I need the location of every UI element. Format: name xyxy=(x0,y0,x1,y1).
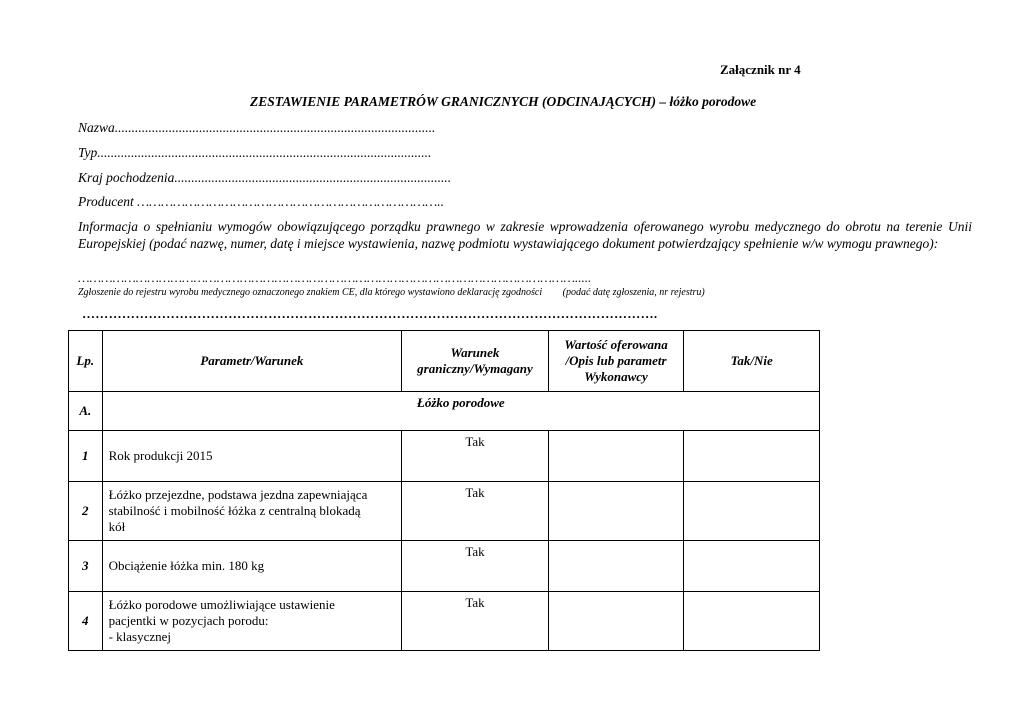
header-offered-value xyxy=(548,331,684,392)
table-row xyxy=(69,592,820,651)
parameter-line: - klasycznej xyxy=(108,629,172,644)
row-requirement: Tak xyxy=(402,541,549,592)
table-header-row xyxy=(69,331,820,392)
header-req-line: Warunek xyxy=(450,345,500,360)
row-yes-no-cell[interactable] xyxy=(684,541,820,592)
table-row xyxy=(69,431,820,482)
header-req-line: graniczny/Wymagany xyxy=(417,361,533,376)
row-lp: 1 xyxy=(69,431,103,482)
row-offered-value-cell[interactable] xyxy=(548,431,684,482)
parameters-table xyxy=(68,330,820,651)
parameter-line: Rok produkcji 2015 xyxy=(108,448,213,463)
row-lp: 2 xyxy=(69,482,103,541)
field-producer: Producent ………………………………………………………………….. xyxy=(78,194,444,209)
row-lp: 4 xyxy=(69,592,103,651)
row-offered-value-cell[interactable] xyxy=(548,482,684,541)
table-row xyxy=(69,541,820,592)
section-row xyxy=(69,392,820,431)
parameter-line: kół xyxy=(108,519,126,534)
field-name: Nazwa............................................................................................... xyxy=(78,120,436,135)
row-offered-value-cell[interactable] xyxy=(548,541,684,592)
header-lp: Lp. xyxy=(69,331,103,392)
row-requirement: Tak xyxy=(402,592,549,651)
registration-note-text: Zgłoszenie do rejestru wyrobu medycznego oznaczonego znakiem CE, dla którego wystawiono deklarację zgodności xyxy=(78,287,543,298)
parameter-line: Obciążenie łóżka min. 180 kg xyxy=(108,558,265,573)
parameter-line: Łóżko porodowe umożliwiające ustawienie xyxy=(108,597,335,612)
header-requirement xyxy=(402,331,549,392)
row-yes-no-cell[interactable] xyxy=(684,482,820,541)
info-dots: …………………………………………………………………………………………………………………..... xyxy=(78,270,592,285)
registration-dots: …………………………………………………………………………………………………………………. xyxy=(82,306,658,321)
section-lp: A. xyxy=(69,392,103,431)
header-param: Parametr/Warunek xyxy=(102,331,402,392)
header-yes-no: Tak/Nie xyxy=(684,331,820,392)
row-parameter xyxy=(102,431,402,482)
info-paragraph: Informacja o spełnianiu wymogów obowiązującego porządku prawnego w zakresie wprowadzenia oferowanego wyrobu medycznego do obrotu na terenie Unii Europejskiej (podać nazwę, numer, datę i miejsce wystawienia, nazwę podmiotu wystawiającego dokument potwierdzający spełnienie w/w wymogu prawnego): xyxy=(78,219,972,251)
row-requirement: Tak xyxy=(402,482,549,541)
row-lp: 3 xyxy=(69,541,103,592)
parameter-line: pacjentki w pozycjach porodu: xyxy=(108,613,269,628)
registration-hint: (podać datę zgłoszenia, nr rejestru) xyxy=(562,287,705,298)
field-country: Kraj pochodzenia.................................................................................. xyxy=(78,170,452,185)
row-parameter xyxy=(102,541,402,592)
row-requirement: Tak xyxy=(402,431,549,482)
annex-label: Załącznik nr 4 xyxy=(720,62,801,77)
section-label: Łóżko porodowe xyxy=(102,392,819,431)
header-offer-line: Wartość oferowana xyxy=(564,337,668,352)
row-yes-no-cell[interactable] xyxy=(684,592,820,651)
registration-note xyxy=(78,287,705,298)
row-parameter xyxy=(102,592,402,651)
table-row xyxy=(69,482,820,541)
parameter-line: stabilność i mobilność łóżka z centralną blokadą xyxy=(108,503,361,518)
field-type: Typ................................................................................................... xyxy=(78,145,432,160)
row-offered-value-cell[interactable] xyxy=(548,592,684,651)
document-title: ZESTAWIENIE PARAMETRÓW GRANICZNYCH (ODCINAJĄCYCH) – łóżko porodowe xyxy=(250,94,757,109)
row-parameter xyxy=(102,482,402,541)
parameter-line: Łóżko przejezdne, podstawa jezdna zapewniająca xyxy=(108,487,368,502)
header-offer-line: /Opis lub parametr xyxy=(565,353,667,368)
row-yes-no-cell[interactable] xyxy=(684,431,820,482)
header-offer-line: Wykonawcy xyxy=(584,369,648,384)
